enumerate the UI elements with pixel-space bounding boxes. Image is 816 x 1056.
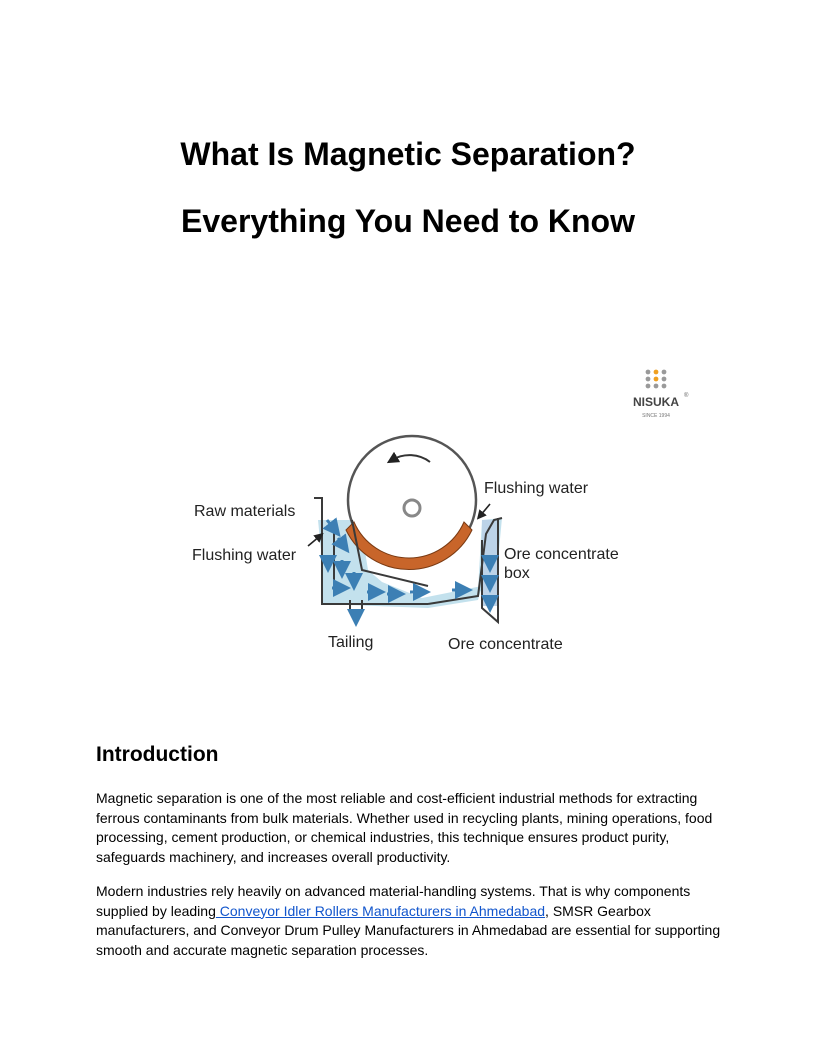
logo-registered: ® (684, 393, 689, 399)
magnetic-drum (346, 436, 476, 569)
title-line-1: What Is Magnetic Separation? (180, 136, 636, 172)
label-ore-concentrate-box-1: Ore concentrate (504, 546, 619, 563)
logo-since: SINCE 1994 (642, 413, 670, 419)
logo-brand: NISUKA (632, 395, 680, 409)
label-flushing-water-right: Flushing water (484, 480, 589, 497)
conveyor-idler-rollers-link[interactable]: Conveyor Idler Rollers Manufacturers in Ahmedabad (215, 902, 546, 919)
label-tailing: Tailing (328, 634, 374, 651)
section-heading-introduction: Introduction (96, 743, 219, 766)
label-ore-concentrate-box-2: box (504, 565, 530, 582)
logo-mark-icon (646, 370, 667, 389)
intro-paragraph-1: Magnetic separation is one of the most reliable and cost-efficient industrial methods for extracting ferrous contaminants from bulk materials. Whether used in recycling plants, mining operations, food processing, cement production, or chemical industries, this technique ensures product purity, safeguards machinery, and increases overall productivity. (96, 790, 713, 865)
label-flushing-water-left: Flushing water (192, 547, 297, 564)
label-ore-concentrate: Ore concentrate (448, 636, 563, 653)
label-raw-materials: Raw materials (194, 503, 296, 520)
paragraph-2-text-after-link: , SMSR Gearbox manufacturers, and Conveyor Drum Pulley Manufacturers in Ahmedabad are essential for supporting smooth and accurate magnetic separation processes. (96, 902, 721, 958)
magnetic-separator-diagram (182, 360, 642, 660)
intro-paragraph-2 (96, 882, 726, 960)
paragraph-2-text-before-link: Modern industries rely heavily on advanced material-handling systems. That is why components supplied by leading (96, 883, 691, 919)
title-line-2: Everything You Need to Know (181, 203, 635, 239)
